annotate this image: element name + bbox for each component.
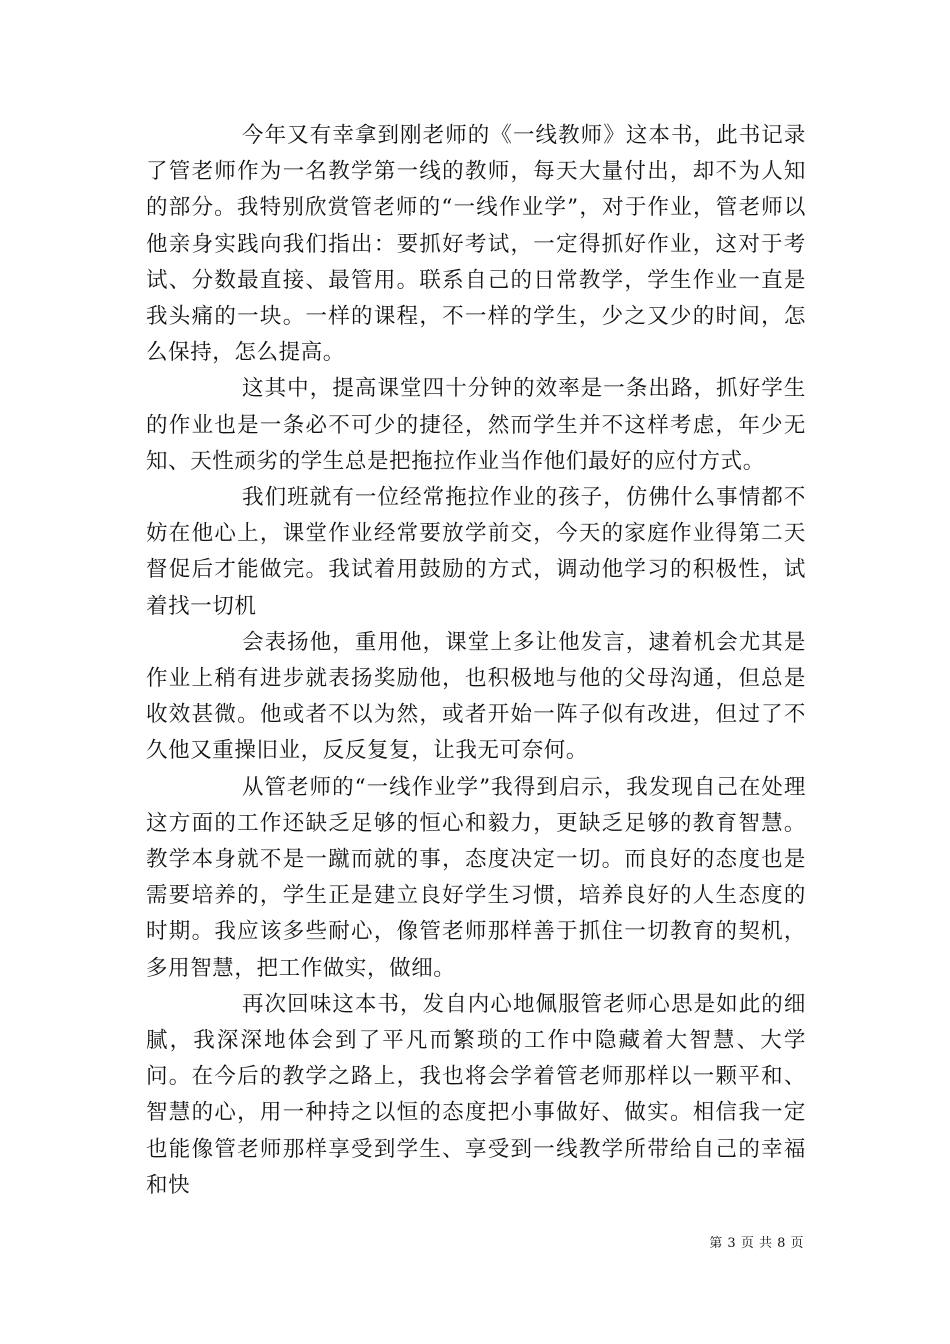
paragraph: 我们班就有一位经常拖拉作业的孩子，仿佛什么事情都不妨在他心上，课堂作业经常要放学前交，今天的家庭作业得第二天督促后才能做完。我试着用鼓励的方式，调动他学习的积极性，试着找一切机: [146, 485, 806, 619]
paragraph: 从管老师的“一线作业学”我得到启示，我发现自己在处理这方面的工作还缺乏足够的恒心和毅力，更缺乏足够的教育智慧。教学本身就不是一蹴而就的事，态度决定一切。而良好的态度也是需要培养的，学生正是建立良好学生习惯，培养良好的人生态度的时期。我应该多些耐心，像管老师那样善于抓住一切教育的契机，多用智慧，把工作做实，做细。: [146, 774, 806, 981]
page-number-footer: 第 3 页 共 8 页: [709, 1236, 804, 1251]
paragraph: 这其中，提高课堂四十分钟的效率是一条出路，抓好学生的作业也是一条必不可少的捷径，然而学生并不这样考虑，年少无知、天性顽劣的学生总是把拖拉作业当作他们最好的应付方式。: [146, 376, 806, 474]
document-body: [146, 118, 806, 1204]
paragraph: 会表扬他，重用他，课堂上多让他发言，逮着机会尤其是作业上稍有进步就表扬奖励他，也积极地与他的父母沟通，但总是收效甚微。他或者不以为然，或者开始一阵子似有改进，但过了不久他又重操旧业，反反复复，让我无可奈何。: [146, 629, 806, 764]
paragraph: 今年又有幸拿到刚老师的《一线教师》这本书，此书记录了管老师作为一名教学第一线的教师，每天大量付出，却不为人知的部分。我特别欣赏管老师的“一线作业学”，对于作业，管老师以他亲身实践向我们指出：要抓好考试，一定得抓好作业，这对于考试、分数最直接、最管用。联系自己的日常教学，学生作业一直是我头痛的一块。一样的课程，不一样的学生，少之又少的时间，怎么保持，怎么提高。: [146, 123, 806, 366]
paragraph: 再次回味这本书，发自内心地佩服管老师心思是如此的细腻，我深深地体会到了平凡而繁琐的工作中隐藏着大智慧、大学问。在今后的教学之路上，我也将会学着管老师那样以一颗平和、智慧的心，用一种持之以恒的态度把小事做好、做实。相信我一定也能像管老师那样享受到学生、享受到一线教学所带给自己的幸福和快: [146, 991, 806, 1198]
